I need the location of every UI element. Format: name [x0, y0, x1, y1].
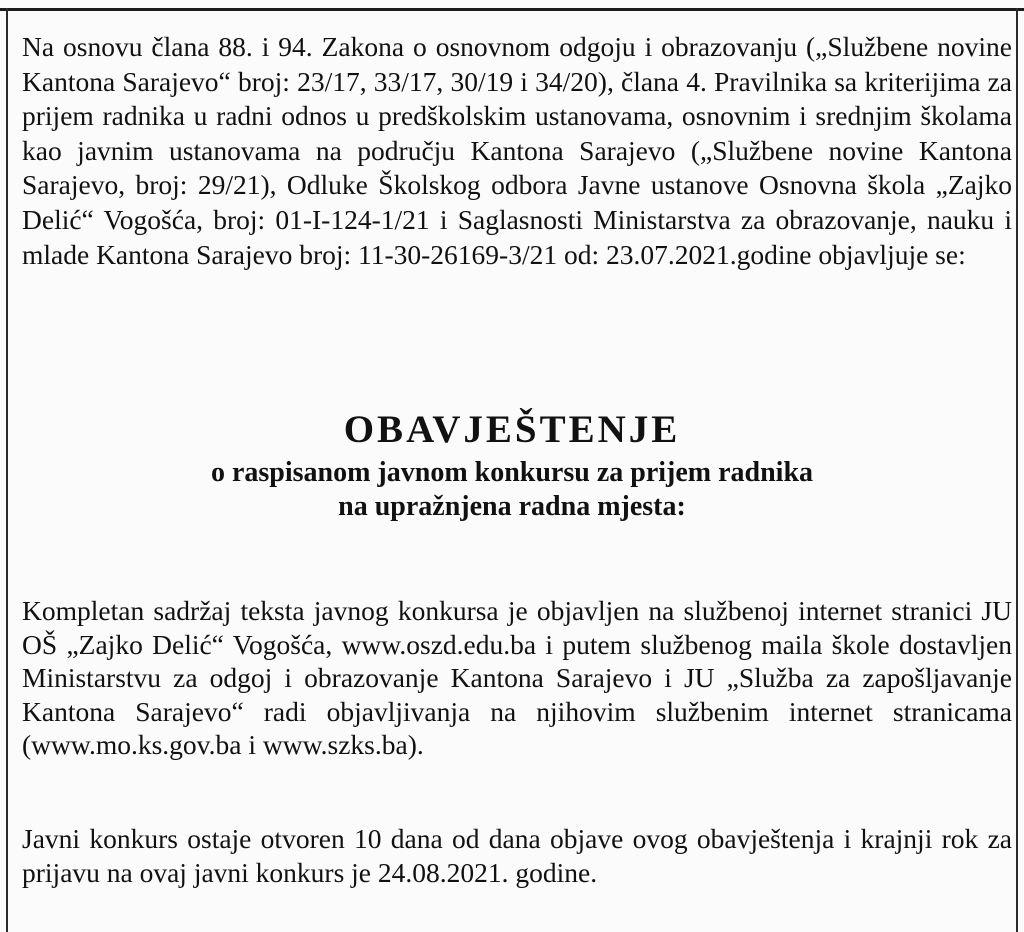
- notice-title: OBAVJEŠTENJE: [343, 408, 681, 451]
- contest-info-paragraph: Kompletan sadržaj teksta javnog konkursa je objavljen na službenoj internet stranici JU OŠ „Zajko Delić“ Vogošća, www.oszd.edu.ba i putem službenog maila škole dostavljen Ministarstvu za odgoj i obrazovanje Kantona Sarajevo i JU „Služba za zapošljavanje Kantona Sarajevo“ radi objavljivanja na njihovim službenim internet stranicama (www.mo.ks.gov.ba i www.szks.ba).: [22, 595, 1012, 761]
- deadline-paragraph: Javni konkurs ostaje otvoren 10 dana od dana objave ovog obavještenja i krajnji rok za prijavu na ovaj javni konkurs je 24.08.2021. godine.: [22, 823, 1012, 888]
- notice-heading: [0, 404, 1024, 524]
- notice-subtitle-line-2: na upražnjena radna mjesta:: [338, 491, 686, 522]
- notice-subtitle-line-1: o raspisanom javnom konkursu za prijem radnika: [210, 457, 814, 488]
- top-border-line: [0, 8, 1024, 11]
- intro-paragraph: Na osnovu člana 88. i 94. Zakona o osnovnom odgoju i obrazovanju („Službene novine Kantona Sarajevo“ broj: 23/17, 33/17, 30/19 i 34/20), člana 4. Pravilnika sa kriterijima za prijem radnika u radni odnos u predškolskim ustanovama, osnovnim i srednjim školama kao javnim ustanovama na području Kantona Sarajevo („Službene novine Kantona Sarajevo, broj: 29/21), Odluke Školskog odbora Javne ustanove Osnovna škola „Zajko Delić“ Vogošća, broj: 01-I-124-1/21 i Saglasnosti Ministarstva za obrazovanje, nauku i mlade Kantona Sarajevo broj: 11-30-26169-3/21 od: 23.07.2021.godine objavljuje se:: [22, 31, 1012, 270]
